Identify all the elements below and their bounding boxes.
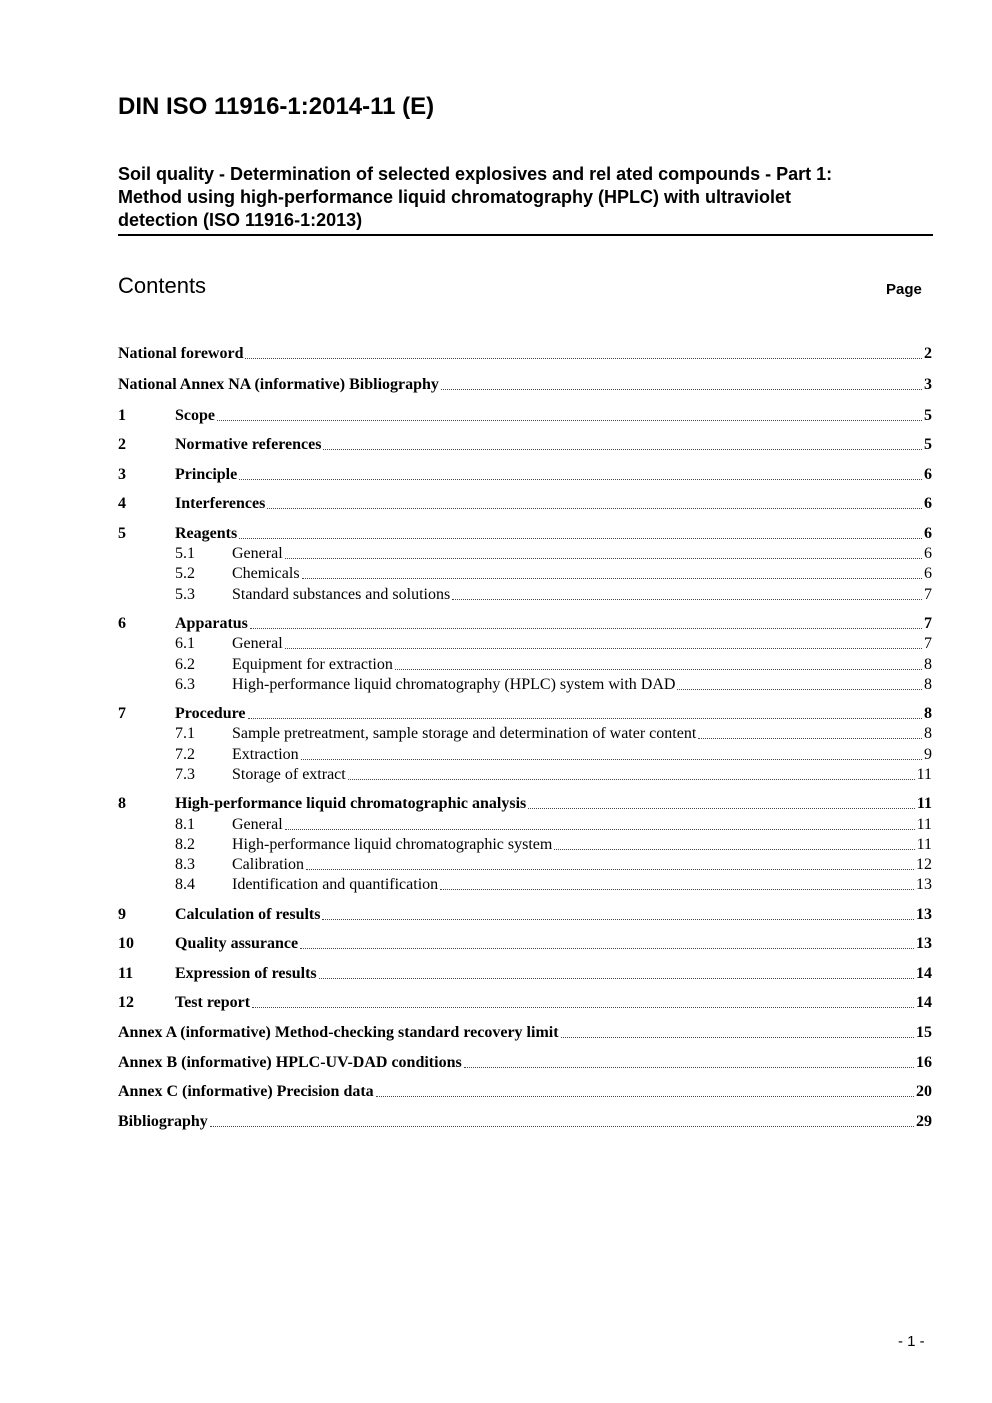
toc-entry-page: 8	[924, 705, 932, 722]
toc-entry[interactable]	[118, 993, 932, 1013]
subtitle-line: Soil quality - Determination of selected explosives and rel ated compounds - Part 1:	[118, 164, 833, 184]
toc-entry[interactable]	[118, 564, 932, 584]
toc-entry-number: 8	[118, 795, 126, 812]
toc-dot-leader	[698, 738, 922, 739]
toc-entry-page: 20	[916, 1083, 932, 1100]
toc-entry[interactable]	[118, 835, 932, 855]
toc-entry-page: 11	[916, 766, 932, 783]
toc-entry-number: 12	[118, 994, 134, 1011]
toc-entry[interactable]	[118, 494, 932, 514]
toc-entry-title: Normative references	[175, 436, 322, 453]
table-of-contents	[118, 0, 932, 1403]
toc-entry-number: 8.1	[175, 816, 195, 833]
toc-dot-leader	[348, 779, 915, 780]
toc-entry-number: 6.1	[175, 635, 195, 652]
toc-entry[interactable]	[118, 905, 932, 925]
toc-entry-page: 7	[924, 615, 932, 632]
toc-entry[interactable]	[118, 934, 932, 954]
toc-entry-page: 3	[924, 376, 932, 393]
toc-dot-leader	[464, 1067, 914, 1068]
toc-entry[interactable]	[118, 544, 932, 564]
document-title: DIN ISO 11916-1:2014-11 (E)	[118, 93, 435, 120]
toc-entry-page: 13	[916, 935, 932, 952]
toc-entry-number: 11	[118, 965, 134, 982]
toc-entry-title: Identification and quantification	[232, 876, 439, 893]
toc-entry-page: 13	[916, 906, 932, 923]
toc-entry-number: 8.3	[175, 856, 195, 873]
contents-heading: Contents	[118, 273, 207, 298]
toc-entry-number: 7	[118, 705, 126, 722]
toc-entry-title: Test report	[175, 994, 251, 1011]
toc-entry-title: Sample pretreatment, sample storage and determination of water content	[232, 725, 697, 742]
toc-entry[interactable]	[118, 614, 932, 634]
toc-entry-page: 6	[924, 545, 932, 562]
toc-entry-page: 15	[916, 1024, 932, 1041]
toc-entry-page: 6	[924, 565, 932, 582]
toc-entry-title: Annex B (informative) HPLC-UV-DAD conditions	[118, 1054, 462, 1071]
toc-entry-title: Principle	[175, 466, 238, 483]
toc-entry-page: 7	[924, 586, 932, 603]
toc-entry[interactable]	[118, 1023, 932, 1043]
toc-dot-leader	[301, 759, 922, 760]
toc-entry[interactable]	[118, 964, 932, 984]
toc-entry-page: 6	[924, 466, 932, 483]
toc-entry[interactable]	[118, 585, 932, 605]
toc-entry[interactable]	[118, 1053, 932, 1073]
toc-entry-page: 6	[924, 525, 932, 542]
toc-dot-leader	[252, 1007, 914, 1008]
toc-entry-number: 6.3	[175, 676, 195, 693]
toc-entry-number: 7.2	[175, 746, 195, 763]
subtitle-line: Method using high-performance liquid chromatography (HPLC) with ultraviolet	[118, 187, 792, 207]
toc-entry-page: 29	[916, 1113, 932, 1130]
toc-entry-title: General	[232, 635, 283, 652]
toc-entry-number: 8.4	[175, 876, 195, 893]
toc-entry-title: High-performance liquid chromatographic analysis	[175, 795, 527, 812]
toc-entry-page: 2	[924, 345, 932, 362]
toc-entry-page: 11	[916, 836, 932, 853]
toc-entry-page: 8	[924, 676, 932, 693]
toc-entry-number: 2	[118, 436, 126, 453]
toc-entry[interactable]	[118, 435, 932, 455]
toc-dot-leader	[561, 1037, 914, 1038]
toc-entry-page: 13	[916, 876, 932, 893]
toc-dot-leader	[323, 449, 922, 450]
toc-entry-number: 5.1	[175, 545, 195, 562]
toc-dot-leader	[217, 420, 922, 421]
toc-entry[interactable]	[118, 855, 932, 875]
toc-entry-title: High-performance liquid chromatography (HPLC) system with DAD	[232, 676, 676, 693]
toc-entry-title: Standard substances and solutions	[232, 586, 451, 603]
toc-entry-number: 1	[118, 407, 126, 424]
toc-entry-page: 12	[916, 856, 932, 873]
toc-dot-leader	[677, 689, 922, 690]
toc-entry-title: Annex C (informative) Precision data	[118, 1083, 374, 1100]
toc-entry-page: 5	[924, 407, 932, 424]
toc-entry-number: 7.1	[175, 725, 195, 742]
toc-entry-page: 8	[924, 725, 932, 742]
toc-entry[interactable]	[118, 794, 932, 814]
toc-entry-number: 7.3	[175, 766, 195, 783]
toc-dot-leader	[239, 479, 922, 480]
toc-dot-leader	[267, 508, 922, 509]
toc-entry-title: Expression of results	[175, 965, 317, 982]
page-number-footer: - 1 -	[898, 1333, 925, 1350]
toc-entry[interactable]	[118, 375, 932, 395]
toc-dot-leader	[528, 808, 915, 809]
toc-entry[interactable]	[118, 406, 932, 426]
toc-entry[interactable]	[118, 634, 932, 654]
toc-entry[interactable]	[118, 655, 932, 675]
toc-dot-leader	[285, 558, 922, 559]
toc-dot-leader	[300, 948, 914, 949]
toc-entry-page: 5	[924, 436, 932, 453]
toc-entry-title: Scope	[175, 407, 215, 424]
toc-entry[interactable]	[118, 875, 932, 895]
toc-entry[interactable]	[118, 524, 932, 544]
page-column-label: Page	[886, 281, 922, 298]
toc-entry-title: Interferences	[175, 495, 266, 512]
toc-entry[interactable]	[118, 724, 932, 744]
toc-entry-title: Reagents	[175, 525, 238, 542]
toc-entry[interactable]	[118, 704, 932, 724]
toc-entry-page: 6	[924, 495, 932, 512]
toc-dot-leader	[441, 389, 922, 390]
toc-entry-title: Equipment for extraction	[232, 656, 393, 673]
toc-dot-leader	[239, 538, 922, 539]
toc-entry-number: 6	[118, 615, 126, 632]
subtitle-line: detection (ISO 11916-1:2013)	[118, 210, 363, 230]
toc-entry-number: 5.3	[175, 586, 195, 603]
toc-entry[interactable]	[118, 1112, 932, 1132]
toc-entry[interactable]	[118, 1082, 932, 1102]
toc-entry-title: General	[232, 816, 283, 833]
toc-entry[interactable]	[118, 465, 932, 485]
toc-dot-leader	[285, 648, 922, 649]
toc-entry-page: 11	[916, 816, 932, 833]
toc-entry-number: 8.2	[175, 836, 195, 853]
toc-entry-title: Chemicals	[232, 565, 300, 582]
toc-entry-page: 9	[924, 746, 932, 763]
toc-entry-title: National Annex NA (informative) Bibliography	[118, 376, 439, 393]
toc-dot-leader	[322, 919, 914, 920]
toc-dot-leader	[285, 829, 915, 830]
toc-entry[interactable]	[118, 675, 932, 695]
toc-entry-number: 6.2	[175, 656, 195, 673]
toc-entry-page: 14	[916, 994, 932, 1011]
toc-dot-leader	[302, 578, 922, 579]
toc-entry-number: 5	[118, 525, 126, 542]
toc-entry[interactable]	[118, 344, 932, 364]
toc-entry-title: Quality assurance	[175, 935, 299, 952]
toc-entry[interactable]	[118, 745, 932, 765]
toc-entry-title: Extraction	[232, 746, 299, 763]
toc-entry-page: 11	[916, 795, 932, 812]
toc-dot-leader	[248, 718, 923, 719]
toc-entry-title: Apparatus	[175, 615, 248, 632]
toc-entry-title: High-performance liquid chromatographic system	[232, 836, 553, 853]
toc-entry-number: 9	[118, 906, 126, 923]
toc-entry-title: Calculation of results	[175, 906, 321, 923]
toc-entry-number: 10	[118, 935, 134, 952]
toc-entry-title: Calibration	[232, 856, 304, 873]
toc-entry-title: General	[232, 545, 283, 562]
toc-dot-leader	[250, 628, 922, 629]
toc-dot-leader	[440, 889, 914, 890]
toc-entry[interactable]	[118, 815, 932, 835]
toc-entry-page: 7	[924, 635, 932, 652]
toc-dot-leader	[210, 1126, 914, 1127]
toc-entry-title: National foreword	[118, 345, 244, 362]
toc-dot-leader	[376, 1096, 914, 1097]
toc-entry-number: 4	[118, 495, 126, 512]
toc-entry-page: 8	[924, 656, 932, 673]
toc-entry-number: 5.2	[175, 565, 195, 582]
toc-entry-title: Storage of extract	[232, 766, 346, 783]
toc-dot-leader	[319, 978, 914, 979]
toc-dot-leader	[452, 599, 922, 600]
toc-dot-leader	[306, 869, 914, 870]
toc-entry-title: Annex A (informative) Method-checking standard recovery limit	[118, 1024, 559, 1041]
toc-dot-leader	[245, 358, 922, 359]
toc-entry-title: Procedure	[175, 705, 246, 722]
toc-entry[interactable]	[118, 765, 932, 785]
toc-entry-page: 16	[916, 1054, 932, 1071]
toc-entry-title: Bibliography	[118, 1113, 208, 1130]
toc-dot-leader	[554, 849, 914, 850]
toc-entry-page: 14	[916, 965, 932, 982]
toc-entry-number: 3	[118, 466, 126, 483]
toc-dot-leader	[395, 669, 922, 670]
